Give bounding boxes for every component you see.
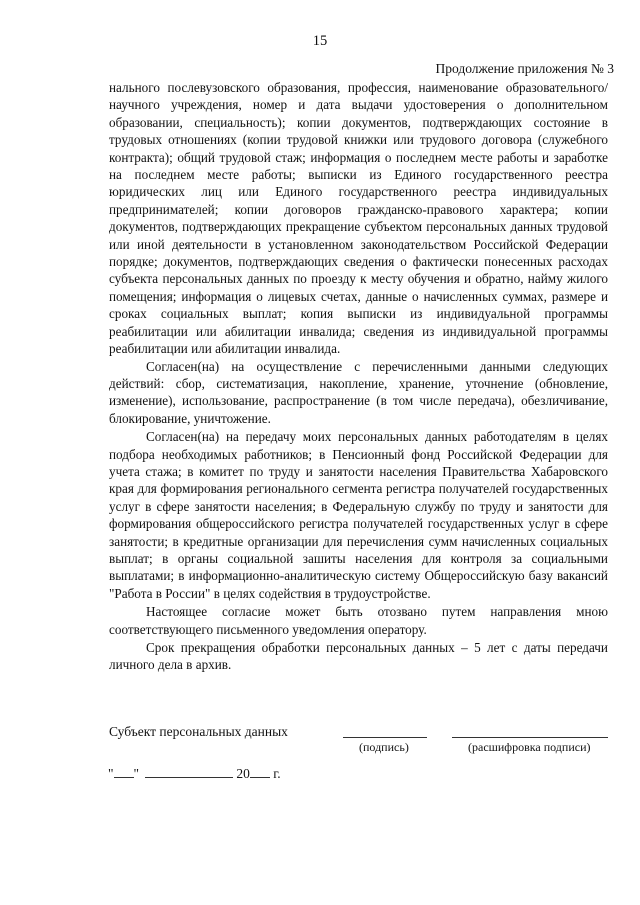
signature-decoding-caption: (расшифровка подписи) [468,740,591,754]
paragraph-revocation: Настоящее согласие может быть отозвано путем направления мною соответствующего письменного уведомления оператору. [109,604,608,637]
signature-line[interactable] [343,737,427,738]
date-quote-open: " [108,766,114,781]
page-number: 15 [312,33,328,49]
signature-caption: (подпись) [359,740,409,754]
date-month-blank[interactable] [145,765,233,778]
date-year-blank[interactable] [250,765,270,778]
appendix-continuation-note: Продолжение приложения № 3 [435,61,614,76]
signature-decoding-line[interactable] [452,737,608,738]
date-year-suffix: г. [273,766,281,781]
date-day-blank[interactable] [114,765,134,778]
date-year-prefix: 20 [236,766,250,781]
paragraph-consent-transfer: Согласен(на) на передачу моих персональных данных работодателям в целях подбора необходимых работников; в Пенсионный фонд Российской Федерации для учета стажа; в комитет по труду и занятости населения Правительства Хабаровского края для формирования регионального сегмента регистра получателей государственных услуг в сфере занятости населения; в Федеральную службу по труду и занятости для формирования общероссийского регистра получателей государственных услуг в сфере занятости; в кредитные организации для перечисления сумм начисленных социальных выплат; в органы социальной зашиты населения для контроля за социальными выплатами; в информационно-аналитическую систему Общероссийскую базу вакансий "Работа в России" в целях содействия в трудоустройстве. [109,429,608,601]
date-quote-close: " [133,766,140,781]
subject-label: Субъект персональных данных [109,724,288,739]
paragraph-retention-period: Срок прекращения обработки персональных данных – 5 лет с даты передачи личного дела в архив. [109,640,608,673]
date-line [108,765,281,782]
document-body [109,79,608,674]
paragraph-consent-actions: Согласен(на) на осуществление с перечисленными данными следующих действий: сбор, систематизация, накопление, хранение, уточнение (обновление, изменение), использование, распространение (в том числе передача), обезличивание, блокирование, уничтожение. [109,358,608,426]
paragraph-document-list: нального послевузовского образования, профессия, наименование образовательного/научного учреждения, номер и дата выдачи удостоверения о дополнительном образовании, специальность); копии документов, подтверждающих состояние в трудовых отношениях (копии трудовой книжки или трудового договора (служебного контракта); общий трудовой стаж; информация о последнем месте работы и заработке на последнем месте работы; выписки из Единого государственного реестра юридических лиц или Единого государственного реестра индивидуальных предпринимателей; копии договоров гражданско-правового характера; копии документов, подтверждающих прекращение субъектом персональных данных трудовой или иной деятельности в установленном законодательством Российской Федерации порядке; документов, подтверждающих сведения о фактически понесенных расходах субъекта персональных данных по проезду к месту обучения и обратно, найму жилого помещения; информация о лицевых счетах, данные о начисленных суммах, размере и сроках социальных выплат; копия выписки из индивидуальной программы реабилитации или абилитации инвалида; сведения из индивидуальной программы реабилитации или абилитации инвалида. [109,80,608,357]
